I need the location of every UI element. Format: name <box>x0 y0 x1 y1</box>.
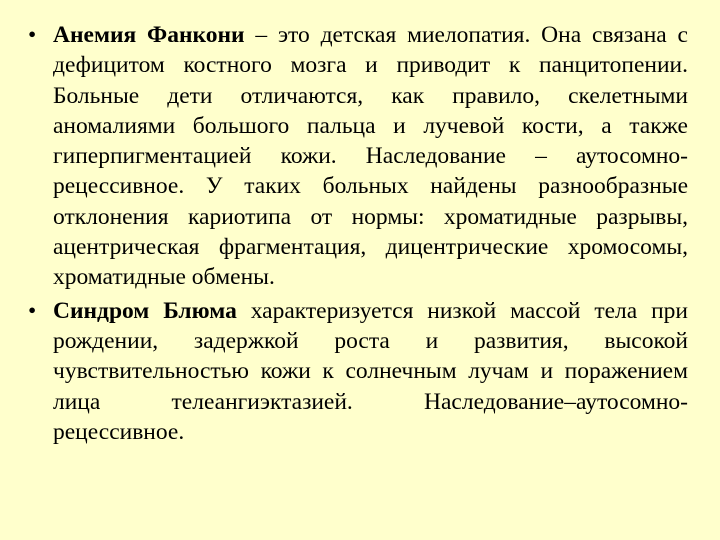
bullet-icon: • <box>28 22 37 48</box>
bullet-item-fanconi-anemia <box>28 20 688 293</box>
description-fanconi-anemia: – это детская миелопатия. Она связана с дефицитом костного мозга и приводит к панцитопении. Больные дети отличаются, как правило, скелетными аномалиями большого пальца и лучевой кости, а также гиперпигментацией кожи. Наследование – аутосомно-рецессивное. У таких больных найдены разнообразные отклонения кариотипа от нормы: хроматидные разрывы, ацентрическая фрагментация, дицентрические хромосомы, хроматидные обмены. <box>53 22 688 291</box>
term-fanconi-anemia: Анемия Фанкони <box>53 22 245 48</box>
bullet-item-bloom-syndrome <box>28 296 688 447</box>
bullet-icon: • <box>28 297 37 324</box>
term-bloom-syndrome: Синдром Блюма <box>53 297 237 324</box>
description-bloom-syndrome: характеризуется низкой массой тела при рождении, задержкой роста и развития, высокой чувствительностью кожи к солнечным лучам и поражением лица телеангиэктазией. Наследование–аутосомно-рецессивное. <box>53 297 688 445</box>
bullet-list <box>28 20 688 450</box>
